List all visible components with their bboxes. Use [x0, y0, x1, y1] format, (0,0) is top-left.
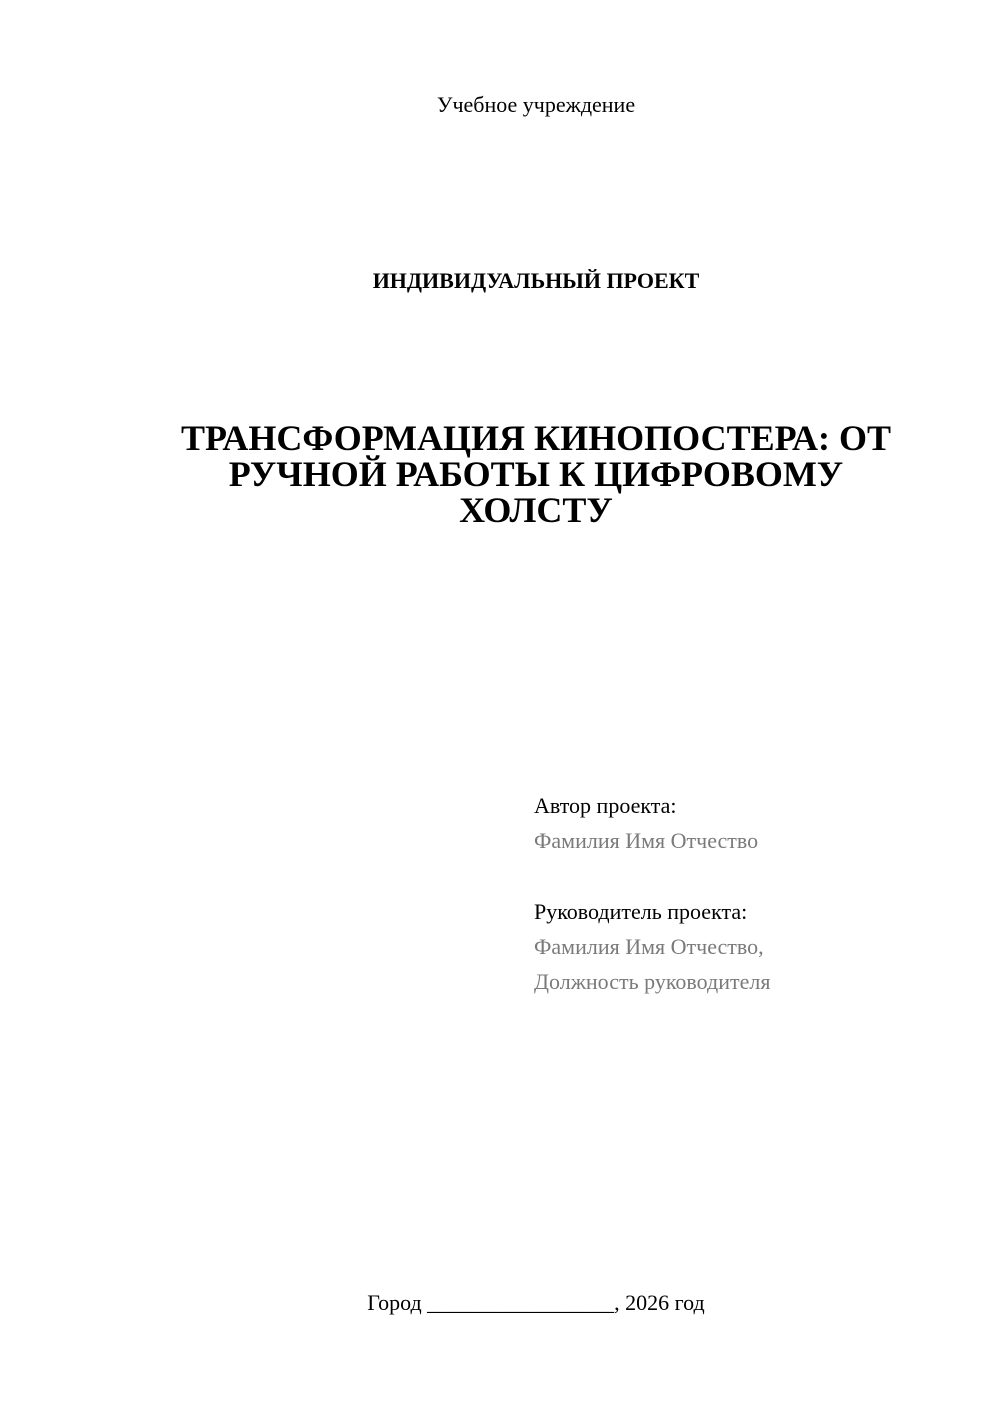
supervisor-position: Должность руководителя — [534, 969, 771, 994]
project-title — [120, 420, 952, 528]
author-label: Автор проекта: — [534, 793, 677, 818]
institution-name: Учебное учреждение — [436, 92, 636, 117]
city-year-line: Город _________________, 2026 год — [367, 1290, 705, 1315]
supervisor-label: Руководитель проекта: — [534, 899, 748, 924]
project-title-line: ХОЛСТУ — [459, 490, 613, 530]
project-title-line: РУЧНОЙ РАБОТЫ К ЦИФРОВОМУ — [228, 454, 844, 494]
document-type: ИНДИВИДУАЛЬНЫЙ ПРОЕКТ — [372, 268, 700, 293]
spacer — [534, 858, 974, 894]
credits-block — [534, 788, 974, 999]
project-title-line: ТРАНСФОРМАЦИЯ КИНОПОСТЕРА: ОТ — [181, 418, 891, 458]
author-name: Фамилия Имя Отчество — [534, 828, 759, 853]
supervisor-name: Фамилия Имя Отчество, — [534, 934, 764, 959]
